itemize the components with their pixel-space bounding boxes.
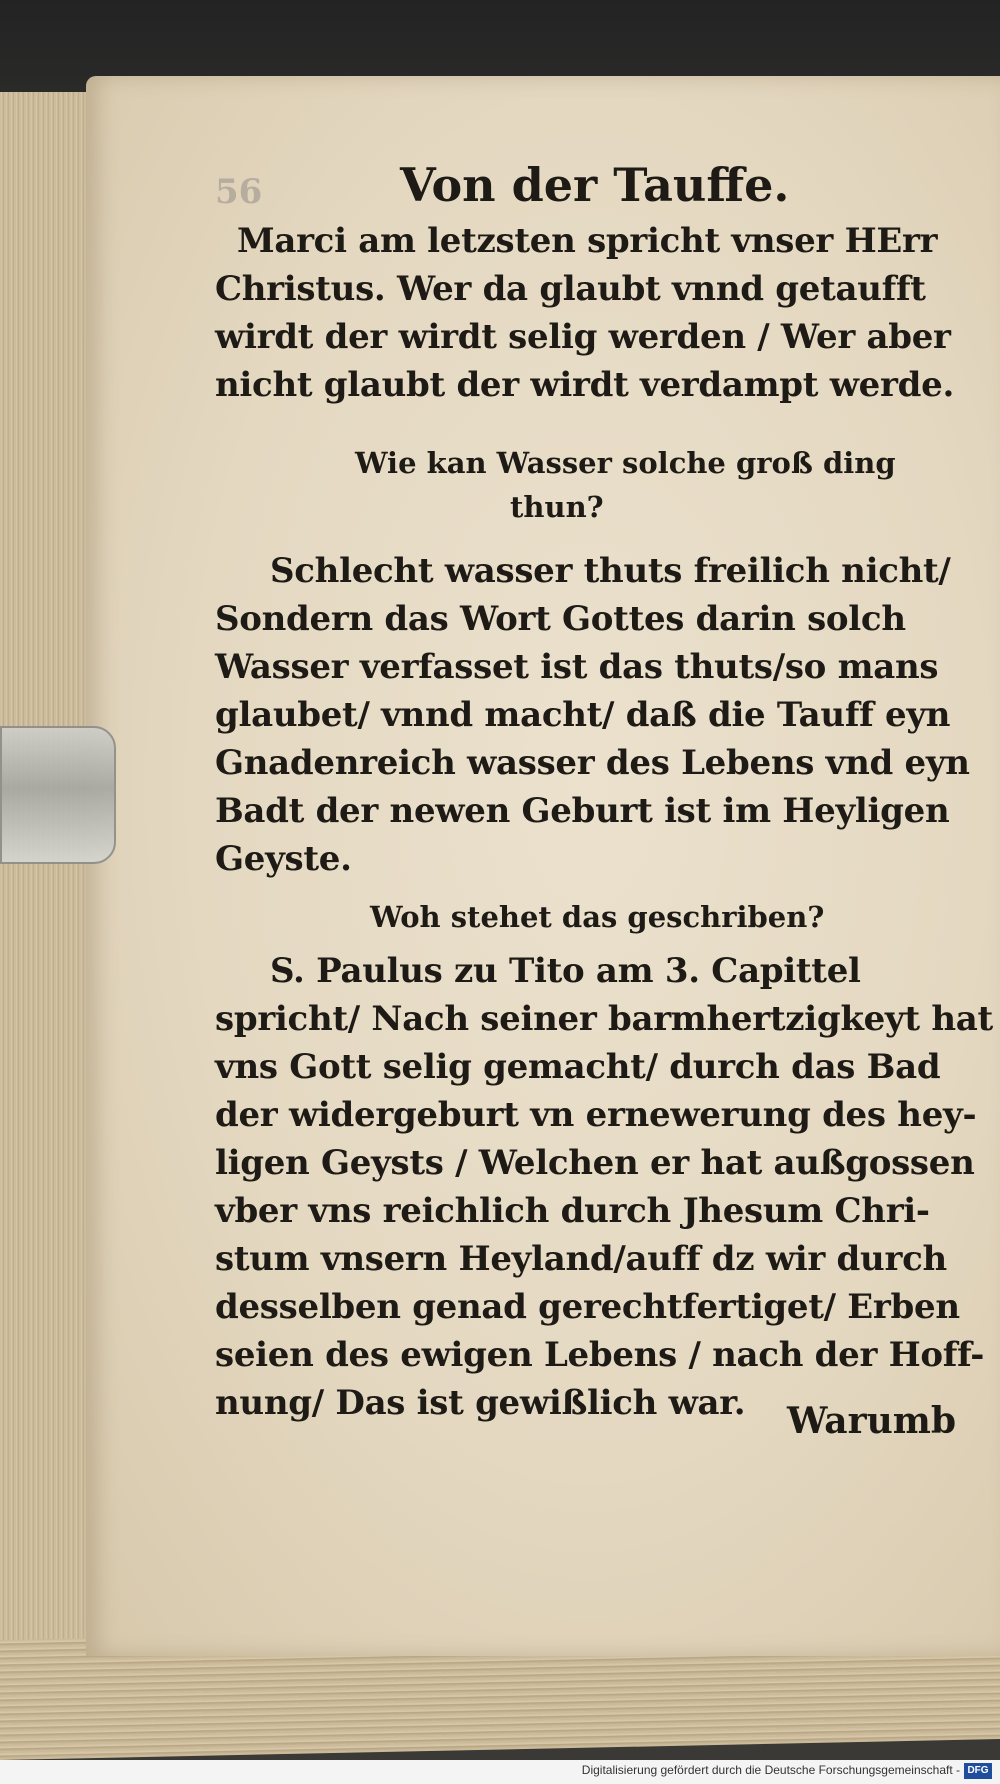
text-line: Sondern das Wort Gottes darin solch — [215, 599, 906, 639]
dfg-logo-icon: DFG — [964, 1763, 992, 1779]
question-heading: Wie kan Wasser solche groß ding — [355, 446, 896, 480]
text-line: S. Paulus zu Tito am 3. Capittel — [270, 951, 861, 991]
text-line: stum vnsern Heyland/auff dz wir durch — [215, 1239, 947, 1279]
text-line: Schlecht wasser thuts freilich nicht/ — [270, 551, 951, 591]
text-line: spricht/ Nach seiner barmhertzigkeyt hat — [215, 999, 993, 1039]
text-line: wirdt der wirdt selig werden / Wer aber — [215, 317, 951, 357]
page-clip — [0, 726, 116, 864]
text-line: Geyste. — [215, 839, 352, 879]
question-heading: Woh stehet das geschriben? — [370, 900, 825, 934]
text-line: nicht glaubt der wirdt verdampt werde. — [215, 365, 954, 405]
text-line: nung/ Das ist gewißlich war. — [215, 1383, 746, 1423]
text-line: Marci am letzsten spricht vnser HErr — [237, 221, 938, 261]
text-line: ligen Geysts / Welchen er hat außgossen — [215, 1143, 975, 1183]
footer-credit: Digitalisierung gefördert durch die Deutsche Forschungsgemeinschaft - — [581, 1763, 960, 1777]
text-line: desselben genad gerechtfertiget/ Erben — [215, 1287, 960, 1327]
text-line: Gnadenreich wasser des Lebens vnd eyn — [215, 743, 970, 783]
text-line: der widergeburt vn ernewerung des hey- — [215, 1095, 977, 1135]
text-line: Christus. Wer da glaubt vnnd getaufft — [215, 269, 926, 309]
text-line: glaubet/ vnnd macht/ daß die Tauff eyn — [215, 695, 951, 735]
catchword: Warumb — [787, 1400, 957, 1442]
text-line: vber vns reichlich durch Jhesum Chri- — [215, 1191, 930, 1231]
digitization-footer — [0, 1760, 1000, 1784]
text-line: Badt der newen Geburt ist im Heyligen — [215, 791, 950, 831]
question-heading: thun? — [510, 490, 604, 524]
page-stack — [0, 92, 98, 1712]
page-number: 56 — [215, 172, 263, 212]
text-line: Wasser verfasset ist das thuts/so mans — [215, 647, 939, 687]
text-line: seien des ewigen Lebens / nach der Hoff- — [215, 1335, 985, 1375]
text-line: vns Gott selig gemacht/ durch das Bad — [215, 1047, 941, 1087]
page-title: Von der Tauffe. — [400, 158, 790, 212]
